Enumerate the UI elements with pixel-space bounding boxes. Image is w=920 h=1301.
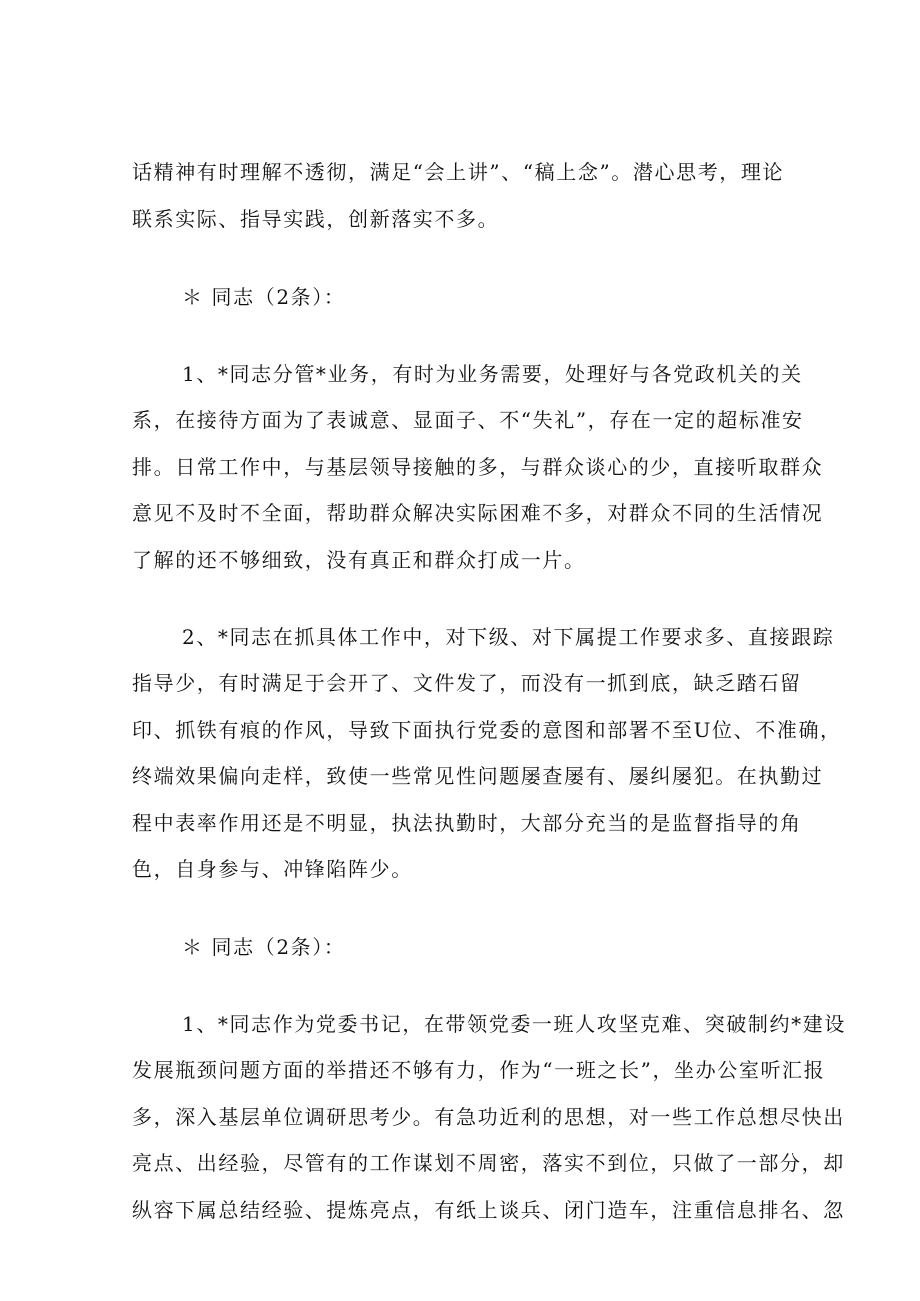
paragraph-line: 2、*同志在抓具体工作中，对下级、对下属提工作要求多、直接跟踪 [182, 625, 835, 649]
paragraph-line: 发展瓶颈问题方面的举措还不够有力，作为“一班之长”，坐办公室听汇报 [132, 1058, 826, 1082]
paragraph-line: 意见不及时不全面，帮助群众解决实际困难不多，对群众不同的生活情况 [132, 501, 824, 525]
paragraph-line: 排。日常工作中，与基层领导接触的多，与群众谈心的少，直接听取群众 [132, 455, 824, 479]
paragraph-line: 指导少，有时满足于会开了、文件发了，而没有一抓到底，缺乏踏石留 [132, 671, 802, 695]
paragraph-line: 印、抓铁有痕的作风，导致下面执行党委的意图和部署不至U位、不准确， [132, 718, 842, 742]
paragraph-line: 亮点、出经验，尽管有的工作谋划不周密，落实不到位，只做了一部分，却 [132, 1151, 845, 1175]
paragraph-line: 纵容下属总结经验、提炼亮点，有纸上谈兵、闭门造车，注重信息排名、忽 [132, 1198, 845, 1222]
paragraph-line: 系，在接待方面为了表诚意、显面子、不“失礼”，存在一定的超标准安 [132, 408, 804, 432]
paragraph-line: 了解的还不够细致，没有真正和群众打成一片。 [132, 548, 586, 572]
paragraph-line: 终端效果偏向走样，致使一些常见性问题屡查屡有、屡纠屡犯。在执勤过 [132, 764, 824, 788]
paragraph-line: 1、*同志作为党委书记，在带领党委一班人攻坚克难、突破制约*建设 [182, 1012, 846, 1036]
paragraph-line: 多，深入基层单位调研思考少。有急功近利的思想，对一些工作总想尽快出 [132, 1105, 845, 1129]
paragraph-line: 1、*同志分管*业务，有时为业务需要，处理好与各党政机关的关 [182, 362, 803, 386]
paragraph-line: 话精神有时理解不透彻，满足“会上讲”、“稿上念”。潜心思考，理论 [132, 160, 785, 184]
section-heading: ＊ 同志（2条）： [182, 935, 346, 959]
section-heading: ＊ 同志（2条）： [182, 285, 346, 309]
paragraph-line: 程中表率作用还是不明显，执法执勤时，大部分充当的是监督指导的角 [132, 811, 802, 835]
paragraph-line: 联系实际、指导实践，创新落实不多。 [132, 207, 500, 231]
paragraph-line: 色，自身参与、冲锋陷阵少。 [132, 857, 413, 881]
